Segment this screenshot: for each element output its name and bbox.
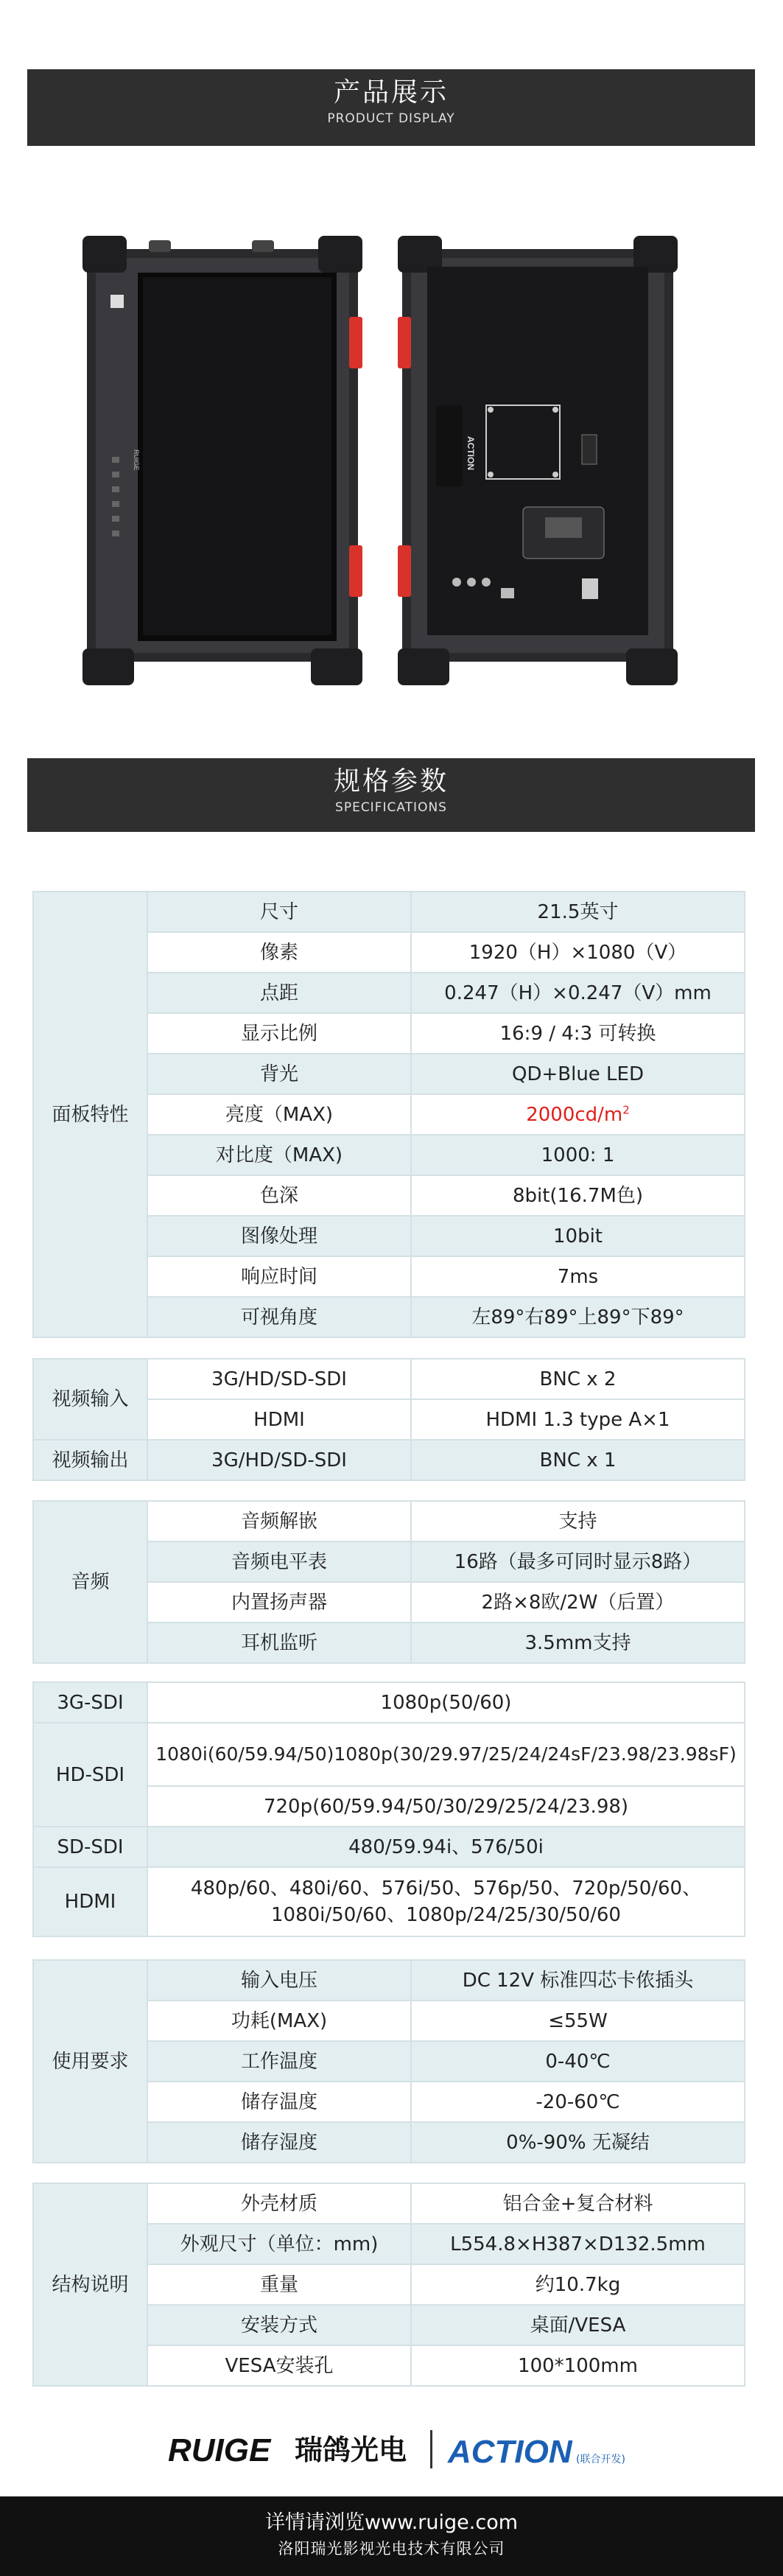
spec-key: 音频解嵌: [147, 1501, 411, 1541]
spec-key: 图像处理: [147, 1216, 411, 1256]
spec-value: 1920（H）×1080（V）: [411, 932, 745, 973]
signal-format-table: [32, 1681, 745, 1937]
spec-value: 16:9 / 4:3 可转换: [411, 1013, 745, 1054]
spec-key: 输入电压: [147, 1960, 411, 2001]
structure-table: [32, 2183, 745, 2387]
product-display-title: 产品展示: [333, 77, 449, 108]
monitor-front-image: [82, 236, 362, 685]
spec-value: 约10.7kg: [411, 2264, 745, 2305]
spec-value: 7ms: [411, 1256, 745, 1297]
logo-divider: [430, 2430, 432, 2468]
spec-key: VESA安装孔: [147, 2345, 411, 2386]
format-label-sd-sdi: SD-SDI: [33, 1827, 147, 1867]
table-row: [33, 1827, 745, 1867]
spec-key: 储存湿度: [147, 2122, 411, 2163]
back-brand-label: ACTION: [466, 436, 476, 470]
spec-key: 外壳材质: [147, 2183, 411, 2224]
spec-key: 色深: [147, 1175, 411, 1216]
table-row: [33, 1359, 745, 1399]
product-display-banner: [27, 69, 755, 146]
panel-spec-table: [32, 891, 745, 1338]
brightness-value: [411, 1094, 745, 1135]
spec-value: BNC x 2: [411, 1359, 745, 1399]
audio-group-label: 音频: [33, 1501, 147, 1663]
spec-value: 支持: [411, 1501, 745, 1541]
spec-key: 安装方式: [147, 2305, 411, 2345]
specifications-title: 规格参数: [333, 766, 449, 797]
format-label-hdmi: HDMI: [33, 1867, 147, 1936]
spec-key: 对比度（MAX): [147, 1135, 411, 1175]
video-input-group-label: 视频输入: [33, 1359, 147, 1440]
usage-group-label: 使用要求: [33, 1960, 147, 2163]
structure-group-label: 结构说明: [33, 2183, 147, 2386]
spec-key: 工作温度: [147, 2041, 411, 2082]
spec-key: 显示比例: [147, 1013, 411, 1054]
front-brand-label: RUIGE: [133, 449, 140, 471]
spec-value: 16路（最多可同时显示8路）: [411, 1541, 745, 1582]
table-row: [33, 1440, 745, 1480]
table-row: [33, 1867, 745, 1936]
format-value-hd-sdi-1: 1080i(60/59.94/50)1080p(30/29.97/25/24/24sF/23.98/23.98sF): [147, 1723, 745, 1786]
ruige-cn-logo: 瑞鸽光电: [295, 2434, 407, 2466]
table-row: [33, 1501, 745, 1541]
panel-group-label: 面板特性: [33, 892, 147, 1337]
usage-table: [32, 1959, 745, 2163]
spec-key: 可视角度: [147, 1297, 411, 1337]
spec-key: 功耗(MAX): [147, 2001, 411, 2041]
hdmi-format-line-2: 1080i/50/60、1080p/24/25/30/50/60: [271, 1904, 621, 1926]
spec-value: 21.5英寸: [411, 892, 745, 932]
brightness-number: 2000cd/m: [526, 1103, 623, 1126]
spec-key: 音频电平表: [147, 1541, 411, 1582]
spec-key: 重量: [147, 2264, 411, 2305]
product-photos: [82, 236, 679, 693]
spec-value: L554.8×H387×D132.5mm: [411, 2224, 745, 2264]
action-logo: ACTION: [448, 2434, 572, 2470]
spec-key: 内置扬声器: [147, 1582, 411, 1623]
footer: [0, 2496, 783, 2576]
spec-key: 尺寸: [147, 892, 411, 932]
spec-value: 左89°右89°上89°下89°: [411, 1297, 745, 1337]
format-label-3g-sdi: 3G-SDI: [33, 1682, 147, 1723]
specifications-banner: [27, 758, 755, 832]
spec-value: 0.247（H）×0.247（V）mm: [411, 973, 745, 1013]
spec-value: QD+Blue LED: [411, 1054, 745, 1094]
monitor-back-image: [398, 236, 678, 685]
spec-value: 100*100mm: [411, 2345, 745, 2386]
table-row: [33, 892, 745, 932]
footer-website[interactable]: 详情请浏览www.ruige.com: [264, 2511, 519, 2534]
brand-logos: [0, 2417, 783, 2483]
format-value-sd-sdi: 480/59.94i、576/50i: [147, 1827, 745, 1867]
spec-value: ≤55W: [411, 2001, 745, 2041]
table-row: [33, 1960, 745, 2001]
spec-key: 储存温度: [147, 2082, 411, 2122]
spec-value: 铝合金+复合材料: [411, 2183, 745, 2224]
format-value-3g-sdi: 1080p(50/60): [147, 1682, 745, 1723]
specifications-subtitle: SPECIFICATIONS: [335, 800, 447, 815]
spec-value: DC 12V 标准四芯卡侬插头: [411, 1960, 745, 2001]
product-display-subtitle: PRODUCT DISPLAY: [327, 111, 455, 126]
spec-value: 8bit(16.7M色): [411, 1175, 745, 1216]
spec-value: -20-60℃: [411, 2082, 745, 2122]
spec-value: HDMI 1.3 type A×1: [411, 1399, 745, 1440]
spec-key: 响应时间: [147, 1256, 411, 1297]
spec-value: 0%-90% 无凝结: [411, 2122, 745, 2163]
brightness-unit-sup: 2: [622, 1102, 630, 1116]
table-row: [33, 1682, 745, 1723]
spec-value: 10bit: [411, 1216, 745, 1256]
ruige-logo: RUIGE: [168, 2432, 271, 2468]
format-value-hd-sdi-2: 720p(60/59.94/50/30/29/25/24/23.98): [147, 1786, 745, 1827]
spec-key: 3G/HD/SD-SDI: [147, 1359, 411, 1399]
spec-value: 3.5mm支持: [411, 1623, 745, 1663]
spec-key: 像素: [147, 932, 411, 973]
spec-key: 点距: [147, 973, 411, 1013]
spec-key: 外观尺寸（单位：mm): [147, 2224, 411, 2264]
spec-value: 桌面/VESA: [411, 2305, 745, 2345]
spec-value: 0-40℃: [411, 2041, 745, 2082]
spec-value: BNC x 1: [411, 1440, 745, 1480]
spec-key: 3G/HD/SD-SDI: [147, 1440, 411, 1480]
format-label-hd-sdi: HD-SDI: [33, 1723, 147, 1827]
action-note: (联合开发): [576, 2454, 625, 2465]
spec-value: 1000: 1: [411, 1135, 745, 1175]
video-output-group-label: 视频输出: [33, 1440, 147, 1480]
video-io-table: [32, 1358, 745, 1481]
hdmi-format-line-1: 480p/60、480i/60、576i/50、576p/50、720p/50/60、: [190, 1877, 702, 1900]
spec-key: HDMI: [147, 1399, 411, 1440]
footer-company: 洛阳瑞光影视光电技术有限公司: [278, 2540, 505, 2558]
spec-key: 耳机监听: [147, 1623, 411, 1663]
table-row: [33, 1723, 745, 1786]
audio-table: [32, 1500, 745, 1664]
spec-value: 2路×8欧/2W（后置）: [411, 1582, 745, 1623]
format-value-hdmi: [147, 1867, 745, 1936]
table-row: [33, 2183, 745, 2224]
spec-key: 亮度（MAX): [147, 1094, 411, 1135]
spec-key: 背光: [147, 1054, 411, 1094]
